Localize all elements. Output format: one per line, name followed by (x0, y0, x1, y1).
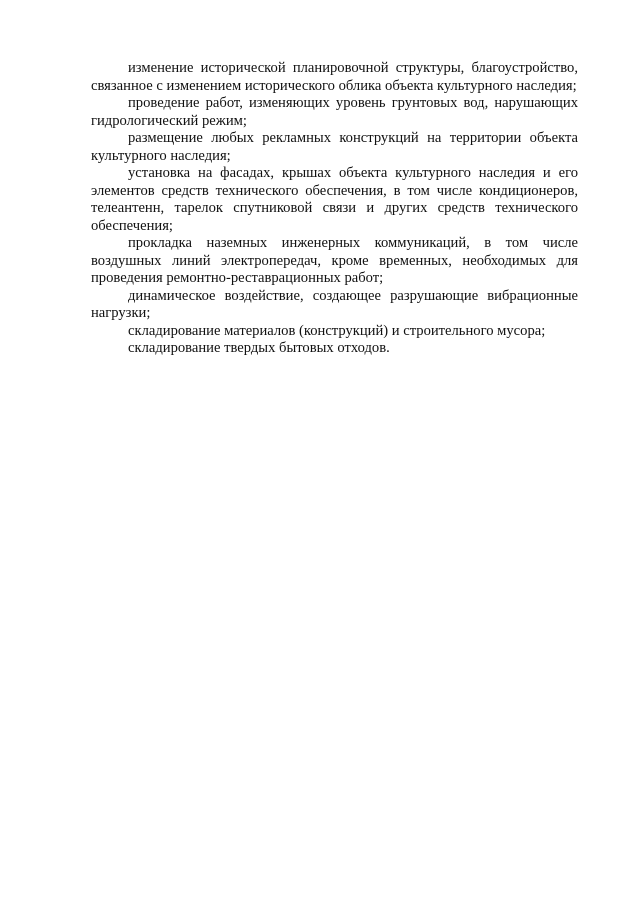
paragraph-groundwater: проведение работ, изменяющих уровень грунтовых вод, нарушающих гидрологический режим; (91, 95, 578, 129)
paragraph-technical-equipment: установка на фасадах, крышах объекта культурного наследия и его элементов средств технического обеспечения, в том числе кондиционеров, телеантенн, тарелок спутниковой связи и других средств технического обеспечения; (91, 165, 578, 234)
paragraph-construction-waste: складирование материалов (конструкций) и строительного мусора; (128, 322, 546, 339)
paragraph-advertising: размещение любых рекламных конструкций на территории объекта культурного наследия; (91, 130, 578, 164)
paragraph-engineering-communications: прокладка наземных инженерных коммуникаций, в том числе воздушных линий электропередач, кроме временных, необходимых для проведения ремонтно-реставрационных работ; (91, 235, 578, 286)
document-body (91, 60, 578, 358)
paragraph-historic-structure: изменение исторической планировочной структуры, благоустройство, связанное с изменением исторического облика объекта культурного наследия; (91, 60, 578, 94)
paragraph-vibration: динамическое воздействие, создающее разрушающие вибрационные нагрузки; (91, 287, 578, 321)
paragraph-household-waste: складирование твердых бытовых отходов. (128, 340, 390, 356)
